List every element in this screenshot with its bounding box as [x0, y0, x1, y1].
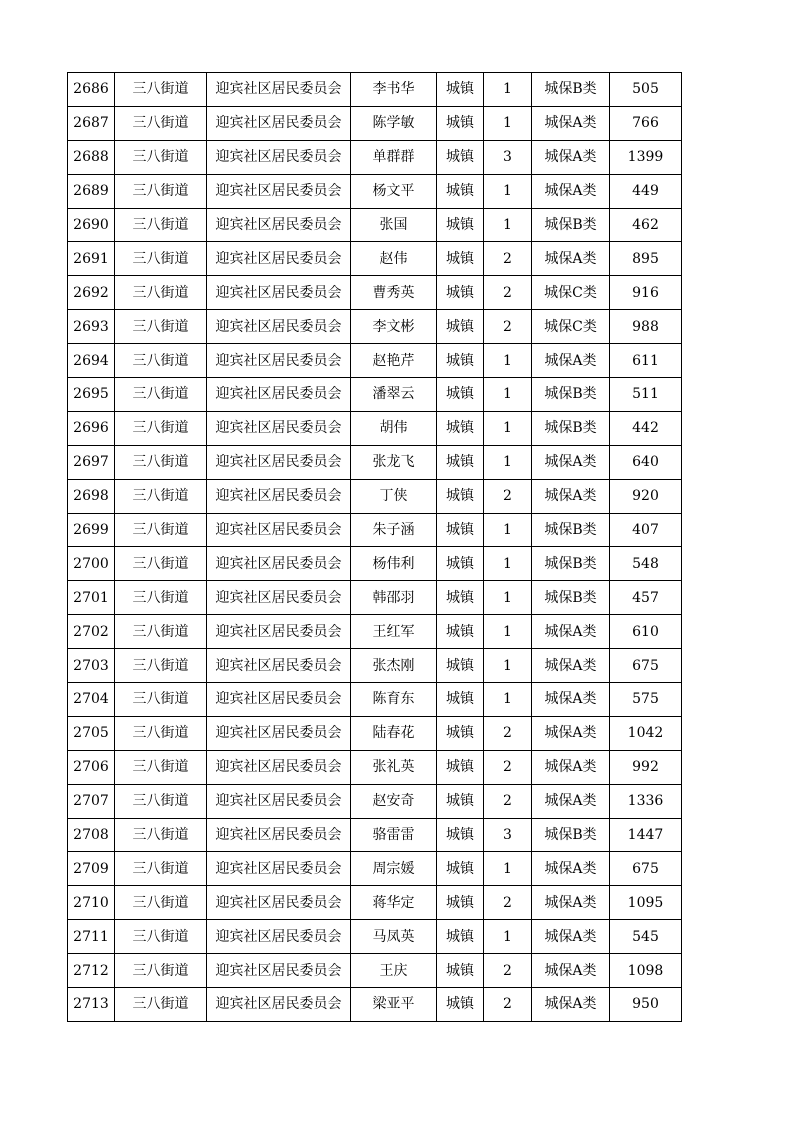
cell-insurance-category: 城保B类 — [532, 411, 610, 445]
cell-subdistrict: 三八街道 — [115, 411, 207, 445]
cell-insurance-category: 城保A类 — [532, 344, 610, 378]
cell-serial-number: 2698 — [68, 479, 115, 513]
cell-amount: 442 — [610, 411, 682, 445]
cell-household-type: 城镇 — [437, 276, 484, 310]
cell-amount: 675 — [610, 649, 682, 683]
cell-insurance-category: 城保B类 — [532, 818, 610, 852]
cell-committee: 迎宾社区居民委员会 — [207, 954, 351, 988]
cell-family-size: 1 — [484, 445, 532, 479]
cell-amount: 1447 — [610, 818, 682, 852]
cell-subdistrict: 三八街道 — [115, 174, 207, 208]
cell-family-size: 2 — [484, 242, 532, 276]
cell-family-size: 1 — [484, 174, 532, 208]
cell-family-size: 2 — [484, 784, 532, 818]
table-row — [68, 411, 682, 445]
cell-insurance-category: 城保B类 — [532, 208, 610, 242]
cell-insurance-category: 城保A类 — [532, 683, 610, 717]
cell-committee: 迎宾社区居民委员会 — [207, 344, 351, 378]
table-row — [68, 818, 682, 852]
cell-subdistrict: 三八街道 — [115, 547, 207, 581]
cell-amount: 1336 — [610, 784, 682, 818]
cell-insurance-category: 城保A类 — [532, 242, 610, 276]
cell-insurance-category: 城保A类 — [532, 784, 610, 818]
cell-name: 单群群 — [351, 140, 437, 174]
table-row — [68, 750, 682, 784]
cell-amount: 1098 — [610, 954, 682, 988]
cell-amount: 449 — [610, 174, 682, 208]
cell-name: 张龙飞 — [351, 445, 437, 479]
cell-household-type: 城镇 — [437, 920, 484, 954]
cell-subdistrict: 三八街道 — [115, 242, 207, 276]
cell-serial-number: 2699 — [68, 513, 115, 547]
cell-committee: 迎宾社区居民委员会 — [207, 920, 351, 954]
cell-committee: 迎宾社区居民委员会 — [207, 174, 351, 208]
cell-name: 骆雷雷 — [351, 818, 437, 852]
cell-subdistrict: 三八街道 — [115, 479, 207, 513]
cell-amount: 1042 — [610, 716, 682, 750]
cell-subdistrict: 三八街道 — [115, 208, 207, 242]
cell-subdistrict: 三八街道 — [115, 378, 207, 412]
cell-serial-number: 2701 — [68, 581, 115, 615]
table-row — [68, 208, 682, 242]
cell-amount: 505 — [610, 73, 682, 107]
cell-name: 胡伟 — [351, 411, 437, 445]
cell-insurance-category: 城保A类 — [532, 615, 610, 649]
cell-household-type: 城镇 — [437, 852, 484, 886]
cell-amount: 611 — [610, 344, 682, 378]
cell-subdistrict: 三八街道 — [115, 73, 207, 107]
cell-serial-number: 2703 — [68, 649, 115, 683]
cell-insurance-category: 城保A类 — [532, 954, 610, 988]
cell-name: 陈学敏 — [351, 106, 437, 140]
table-row — [68, 716, 682, 750]
cell-household-type: 城镇 — [437, 683, 484, 717]
cell-committee: 迎宾社区居民委员会 — [207, 852, 351, 886]
cell-household-type: 城镇 — [437, 378, 484, 412]
table-row — [68, 784, 682, 818]
cell-family-size: 2 — [484, 886, 532, 920]
cell-committee: 迎宾社区居民委员会 — [207, 683, 351, 717]
cell-household-type: 城镇 — [437, 886, 484, 920]
cell-household-type: 城镇 — [437, 310, 484, 344]
cell-subdistrict: 三八街道 — [115, 581, 207, 615]
cell-committee: 迎宾社区居民委员会 — [207, 784, 351, 818]
cell-committee: 迎宾社区居民委员会 — [207, 378, 351, 412]
cell-household-type: 城镇 — [437, 140, 484, 174]
cell-subdistrict: 三八街道 — [115, 716, 207, 750]
cell-family-size: 1 — [484, 683, 532, 717]
cell-family-size: 2 — [484, 479, 532, 513]
cell-serial-number: 2702 — [68, 615, 115, 649]
cell-household-type: 城镇 — [437, 716, 484, 750]
table-row — [68, 310, 682, 344]
cell-committee: 迎宾社区居民委员会 — [207, 513, 351, 547]
table-row — [68, 106, 682, 140]
cell-household-type: 城镇 — [437, 615, 484, 649]
cell-committee: 迎宾社区居民委员会 — [207, 750, 351, 784]
cell-household-type: 城镇 — [437, 988, 484, 1022]
cell-subdistrict: 三八街道 — [115, 818, 207, 852]
cell-household-type: 城镇 — [437, 649, 484, 683]
cell-family-size: 1 — [484, 920, 532, 954]
cell-insurance-category: 城保B类 — [532, 547, 610, 581]
cell-subdistrict: 三八街道 — [115, 310, 207, 344]
cell-family-size: 3 — [484, 818, 532, 852]
cell-serial-number: 2712 — [68, 954, 115, 988]
cell-subdistrict: 三八街道 — [115, 649, 207, 683]
cell-household-type: 城镇 — [437, 344, 484, 378]
cell-name: 韩邵羽 — [351, 581, 437, 615]
table-row — [68, 581, 682, 615]
cell-household-type: 城镇 — [437, 784, 484, 818]
cell-amount: 545 — [610, 920, 682, 954]
cell-name: 张礼英 — [351, 750, 437, 784]
cell-name: 李文彬 — [351, 310, 437, 344]
cell-serial-number: 2705 — [68, 716, 115, 750]
cell-family-size: 2 — [484, 988, 532, 1022]
cell-subdistrict: 三八街道 — [115, 344, 207, 378]
cell-family-size: 1 — [484, 649, 532, 683]
cell-serial-number: 2697 — [68, 445, 115, 479]
cell-amount: 988 — [610, 310, 682, 344]
cell-subdistrict: 三八街道 — [115, 513, 207, 547]
cell-committee: 迎宾社区居民委员会 — [207, 988, 351, 1022]
roster-table-body — [68, 73, 682, 1022]
cell-name: 王庆 — [351, 954, 437, 988]
cell-committee: 迎宾社区居民委员会 — [207, 140, 351, 174]
cell-subdistrict: 三八街道 — [115, 683, 207, 717]
table-row — [68, 140, 682, 174]
cell-name: 潘翠云 — [351, 378, 437, 412]
cell-committee: 迎宾社区居民委员会 — [207, 208, 351, 242]
cell-amount: 675 — [610, 852, 682, 886]
table-row — [68, 615, 682, 649]
cell-insurance-category: 城保A类 — [532, 886, 610, 920]
cell-amount: 895 — [610, 242, 682, 276]
cell-committee: 迎宾社区居民委员会 — [207, 106, 351, 140]
cell-insurance-category: 城保A类 — [532, 445, 610, 479]
cell-amount: 950 — [610, 988, 682, 1022]
cell-serial-number: 2707 — [68, 784, 115, 818]
cell-family-size: 1 — [484, 208, 532, 242]
cell-serial-number: 2687 — [68, 106, 115, 140]
table-row — [68, 174, 682, 208]
cell-household-type: 城镇 — [437, 479, 484, 513]
cell-name: 杨文平 — [351, 174, 437, 208]
cell-subdistrict: 三八街道 — [115, 988, 207, 1022]
cell-name: 赵安奇 — [351, 784, 437, 818]
cell-serial-number: 2711 — [68, 920, 115, 954]
cell-name: 张国 — [351, 208, 437, 242]
cell-family-size: 2 — [484, 716, 532, 750]
cell-committee: 迎宾社区居民委员会 — [207, 615, 351, 649]
cell-subdistrict: 三八街道 — [115, 886, 207, 920]
cell-family-size: 1 — [484, 344, 532, 378]
cell-name: 赵伟 — [351, 242, 437, 276]
table-row — [68, 988, 682, 1022]
cell-name: 张杰刚 — [351, 649, 437, 683]
cell-household-type: 城镇 — [437, 106, 484, 140]
table-row — [68, 276, 682, 310]
cell-family-size: 2 — [484, 954, 532, 988]
cell-serial-number: 2692 — [68, 276, 115, 310]
cell-name: 马凤英 — [351, 920, 437, 954]
cell-insurance-category: 城保A类 — [532, 649, 610, 683]
cell-name: 赵艳芹 — [351, 344, 437, 378]
cell-name: 陆春花 — [351, 716, 437, 750]
cell-name: 杨伟利 — [351, 547, 437, 581]
cell-insurance-category: 城保A类 — [532, 479, 610, 513]
cell-insurance-category: 城保A类 — [532, 140, 610, 174]
cell-insurance-category: 城保A类 — [532, 750, 610, 784]
cell-name: 陈育东 — [351, 683, 437, 717]
cell-committee: 迎宾社区居民委员会 — [207, 886, 351, 920]
table-row — [68, 242, 682, 276]
cell-name: 王红军 — [351, 615, 437, 649]
cell-insurance-category: 城保A类 — [532, 716, 610, 750]
cell-committee: 迎宾社区居民委员会 — [207, 310, 351, 344]
cell-subdistrict: 三八街道 — [115, 615, 207, 649]
cell-family-size: 1 — [484, 547, 532, 581]
cell-household-type: 城镇 — [437, 411, 484, 445]
cell-serial-number: 2693 — [68, 310, 115, 344]
cell-family-size: 1 — [484, 73, 532, 107]
cell-committee: 迎宾社区居民委员会 — [207, 445, 351, 479]
table-row — [68, 920, 682, 954]
cell-family-size: 1 — [484, 581, 532, 615]
cell-family-size: 1 — [484, 852, 532, 886]
cell-amount: 766 — [610, 106, 682, 140]
roster-table — [67, 72, 682, 1022]
cell-subdistrict: 三八街道 — [115, 445, 207, 479]
cell-family-size: 1 — [484, 411, 532, 445]
table-row — [68, 852, 682, 886]
cell-serial-number: 2700 — [68, 547, 115, 581]
cell-amount: 640 — [610, 445, 682, 479]
cell-amount: 610 — [610, 615, 682, 649]
cell-insurance-category: 城保B类 — [532, 581, 610, 615]
cell-serial-number: 2713 — [68, 988, 115, 1022]
cell-amount: 575 — [610, 683, 682, 717]
cell-amount: 992 — [610, 750, 682, 784]
cell-subdistrict: 三八街道 — [115, 750, 207, 784]
cell-amount: 916 — [610, 276, 682, 310]
table-row — [68, 378, 682, 412]
cell-insurance-category: 城保A类 — [532, 852, 610, 886]
table-row — [68, 445, 682, 479]
cell-serial-number: 2704 — [68, 683, 115, 717]
cell-committee: 迎宾社区居民委员会 — [207, 276, 351, 310]
cell-household-type: 城镇 — [437, 547, 484, 581]
table-row — [68, 683, 682, 717]
cell-name: 李书华 — [351, 73, 437, 107]
cell-committee: 迎宾社区居民委员会 — [207, 547, 351, 581]
cell-insurance-category: 城保A类 — [532, 174, 610, 208]
cell-serial-number: 2708 — [68, 818, 115, 852]
cell-serial-number: 2694 — [68, 344, 115, 378]
cell-amount: 407 — [610, 513, 682, 547]
cell-serial-number: 2688 — [68, 140, 115, 174]
cell-amount: 1399 — [610, 140, 682, 174]
table-row — [68, 344, 682, 378]
table-row — [68, 886, 682, 920]
cell-serial-number: 2686 — [68, 73, 115, 107]
cell-household-type: 城镇 — [437, 818, 484, 852]
cell-committee: 迎宾社区居民委员会 — [207, 716, 351, 750]
cell-insurance-category: 城保A类 — [532, 106, 610, 140]
cell-family-size: 2 — [484, 310, 532, 344]
table-row — [68, 73, 682, 107]
cell-subdistrict: 三八街道 — [115, 954, 207, 988]
cell-insurance-category: 城保B类 — [532, 73, 610, 107]
cell-serial-number: 2709 — [68, 852, 115, 886]
cell-amount: 548 — [610, 547, 682, 581]
cell-committee: 迎宾社区居民委员会 — [207, 73, 351, 107]
cell-serial-number: 2696 — [68, 411, 115, 445]
cell-subdistrict: 三八街道 — [115, 140, 207, 174]
cell-amount: 511 — [610, 378, 682, 412]
cell-family-size: 2 — [484, 750, 532, 784]
table-row — [68, 954, 682, 988]
cell-household-type: 城镇 — [437, 242, 484, 276]
cell-family-size: 1 — [484, 615, 532, 649]
cell-committee: 迎宾社区居民委员会 — [207, 649, 351, 683]
cell-subdistrict: 三八街道 — [115, 784, 207, 818]
cell-subdistrict: 三八街道 — [115, 920, 207, 954]
cell-committee: 迎宾社区居民委员会 — [207, 242, 351, 276]
cell-insurance-category: 城保B类 — [532, 513, 610, 547]
cell-family-size: 2 — [484, 276, 532, 310]
cell-amount: 462 — [610, 208, 682, 242]
cell-household-type: 城镇 — [437, 174, 484, 208]
cell-household-type: 城镇 — [437, 445, 484, 479]
cell-family-size: 1 — [484, 378, 532, 412]
cell-subdistrict: 三八街道 — [115, 106, 207, 140]
cell-household-type: 城镇 — [437, 208, 484, 242]
cell-family-size: 1 — [484, 106, 532, 140]
cell-family-size: 3 — [484, 140, 532, 174]
cell-insurance-category: 城保A类 — [532, 920, 610, 954]
cell-name: 蒋华定 — [351, 886, 437, 920]
table-row — [68, 513, 682, 547]
cell-amount: 457 — [610, 581, 682, 615]
cell-family-size: 1 — [484, 513, 532, 547]
table-row — [68, 649, 682, 683]
cell-name: 曹秀英 — [351, 276, 437, 310]
table-row — [68, 547, 682, 581]
cell-insurance-category: 城保C类 — [532, 310, 610, 344]
cell-serial-number: 2695 — [68, 378, 115, 412]
cell-amount: 1095 — [610, 886, 682, 920]
cell-household-type: 城镇 — [437, 73, 484, 107]
table-row — [68, 479, 682, 513]
cell-name: 丁侠 — [351, 479, 437, 513]
cell-insurance-category: 城保A类 — [532, 988, 610, 1022]
cell-committee: 迎宾社区居民委员会 — [207, 818, 351, 852]
cell-name: 梁亚平 — [351, 988, 437, 1022]
cell-name: 朱子涵 — [351, 513, 437, 547]
cell-insurance-category: 城保B类 — [532, 378, 610, 412]
cell-subdistrict: 三八街道 — [115, 276, 207, 310]
cell-serial-number: 2689 — [68, 174, 115, 208]
cell-household-type: 城镇 — [437, 954, 484, 988]
cell-committee: 迎宾社区居民委员会 — [207, 411, 351, 445]
cell-amount: 920 — [610, 479, 682, 513]
cell-subdistrict: 三八街道 — [115, 852, 207, 886]
cell-committee: 迎宾社区居民委员会 — [207, 581, 351, 615]
cell-name: 周宗媛 — [351, 852, 437, 886]
cell-serial-number: 2706 — [68, 750, 115, 784]
cell-household-type: 城镇 — [437, 750, 484, 784]
cell-household-type: 城镇 — [437, 513, 484, 547]
cell-insurance-category: 城保C类 — [532, 276, 610, 310]
cell-serial-number: 2690 — [68, 208, 115, 242]
cell-household-type: 城镇 — [437, 581, 484, 615]
cell-serial-number: 2691 — [68, 242, 115, 276]
cell-committee: 迎宾社区居民委员会 — [207, 479, 351, 513]
cell-serial-number: 2710 — [68, 886, 115, 920]
